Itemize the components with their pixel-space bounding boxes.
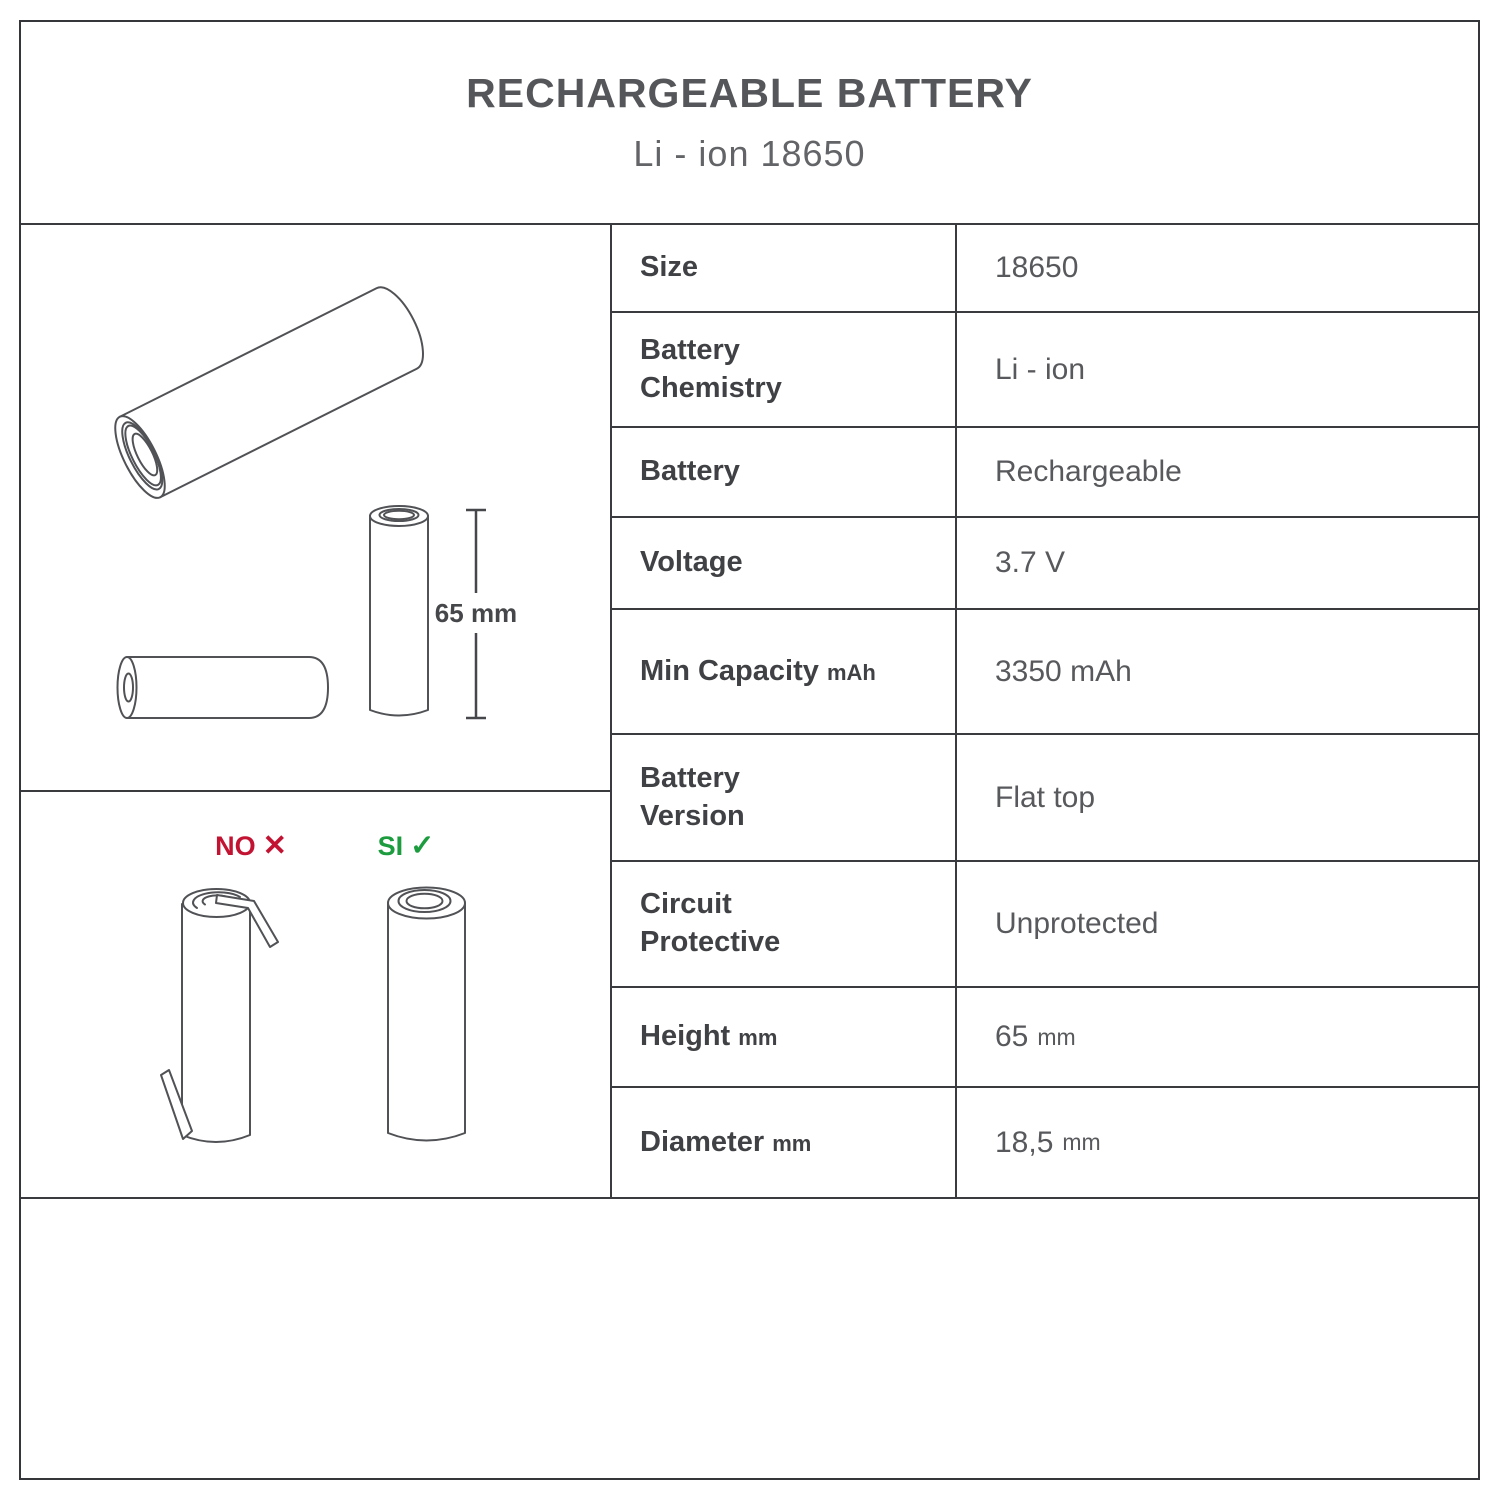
row-value-text: 18650 — [995, 251, 1079, 284]
row-label-line: Version — [640, 799, 745, 832]
row-value — [957, 862, 1478, 986]
row-value-text: Li - ion — [995, 352, 1086, 386]
cross-icon: ✕ — [262, 830, 287, 862]
row-label-unit: mAh — [826, 659, 876, 685]
row-label — [612, 225, 957, 311]
bottom-strip — [21, 1197, 1478, 1478]
battery-horizontal-illustration — [118, 657, 329, 718]
spec-table — [612, 225, 1478, 1197]
row-label — [612, 428, 957, 516]
row-label — [612, 313, 957, 426]
header — [21, 22, 1478, 225]
row-value-text: 65 — [995, 1020, 1029, 1053]
row-value-text: Flat top — [995, 780, 1096, 814]
battery-with-tabs-illustration — [161, 889, 278, 1142]
row-label — [612, 988, 957, 1086]
row-label-text: Battery — [640, 455, 740, 488]
row-label-text: Voltage — [640, 546, 743, 579]
row-value — [957, 1088, 1478, 1197]
row-value — [957, 518, 1478, 608]
row-value-unit: mm — [1062, 1129, 1101, 1155]
row-value — [957, 225, 1478, 311]
no-text: NO — [215, 831, 256, 861]
row-label-text: Height — [640, 1020, 731, 1053]
row-label — [612, 735, 957, 860]
row-label-line: Chemistry — [640, 371, 782, 404]
table-row — [612, 518, 1478, 610]
row-value-text: Unprotected — [995, 907, 1159, 940]
table-row — [612, 1088, 1478, 1197]
battery-line-art — [21, 225, 610, 790]
row-value — [957, 735, 1478, 860]
row-value-text: 3350 mAh — [995, 654, 1132, 688]
battery-vertical-illustration — [370, 506, 428, 716]
row-value-unit: mm — [1037, 1023, 1076, 1050]
battery-diagonal-illustration — [106, 280, 434, 505]
row-label-line: Battery — [640, 761, 740, 794]
row-label-line: Circuit — [640, 888, 732, 921]
row-label-text: Diameter — [640, 1125, 765, 1158]
dimension-label: 65 mm — [434, 598, 518, 628]
row-value — [957, 313, 1478, 426]
table-row — [612, 735, 1478, 862]
battery-flat-top-illustration — [388, 888, 465, 1141]
table-row — [612, 862, 1478, 988]
row-label-line: Protective — [640, 926, 781, 958]
row-label — [612, 518, 957, 608]
row-value — [957, 428, 1478, 516]
table-row — [612, 225, 1478, 313]
row-label-text: Size — [640, 251, 699, 284]
row-label-unit: mm — [738, 1025, 778, 1051]
row-label-unit: mm — [772, 1130, 812, 1156]
row-label-line: Battery — [640, 333, 740, 366]
battery-illustration-panel — [21, 225, 612, 792]
page-subtitle: Li - ion 18650 — [633, 133, 866, 174]
solder-tab-comparison-panel — [21, 792, 612, 1197]
row-label — [612, 610, 957, 733]
table-row — [612, 428, 1478, 518]
row-value-text: 3.7 V — [995, 546, 1066, 579]
row-value — [957, 988, 1478, 1086]
row-value-text: Rechargeable — [995, 455, 1182, 488]
table-row — [612, 313, 1478, 428]
si-text: SI — [377, 831, 404, 861]
comparison-line-art — [21, 792, 610, 1197]
page-title: RECHARGEABLE BATTERY — [466, 70, 1033, 116]
row-label — [612, 1088, 957, 1197]
row-label — [612, 862, 957, 986]
row-label-text: Min Capacity — [640, 654, 819, 687]
outer-frame — [19, 20, 1480, 1480]
row-value-text: 18,5 — [995, 1125, 1054, 1159]
table-row — [612, 610, 1478, 735]
table-row — [612, 988, 1478, 1088]
check-icon: ✓ — [410, 830, 435, 862]
row-value — [957, 610, 1478, 733]
